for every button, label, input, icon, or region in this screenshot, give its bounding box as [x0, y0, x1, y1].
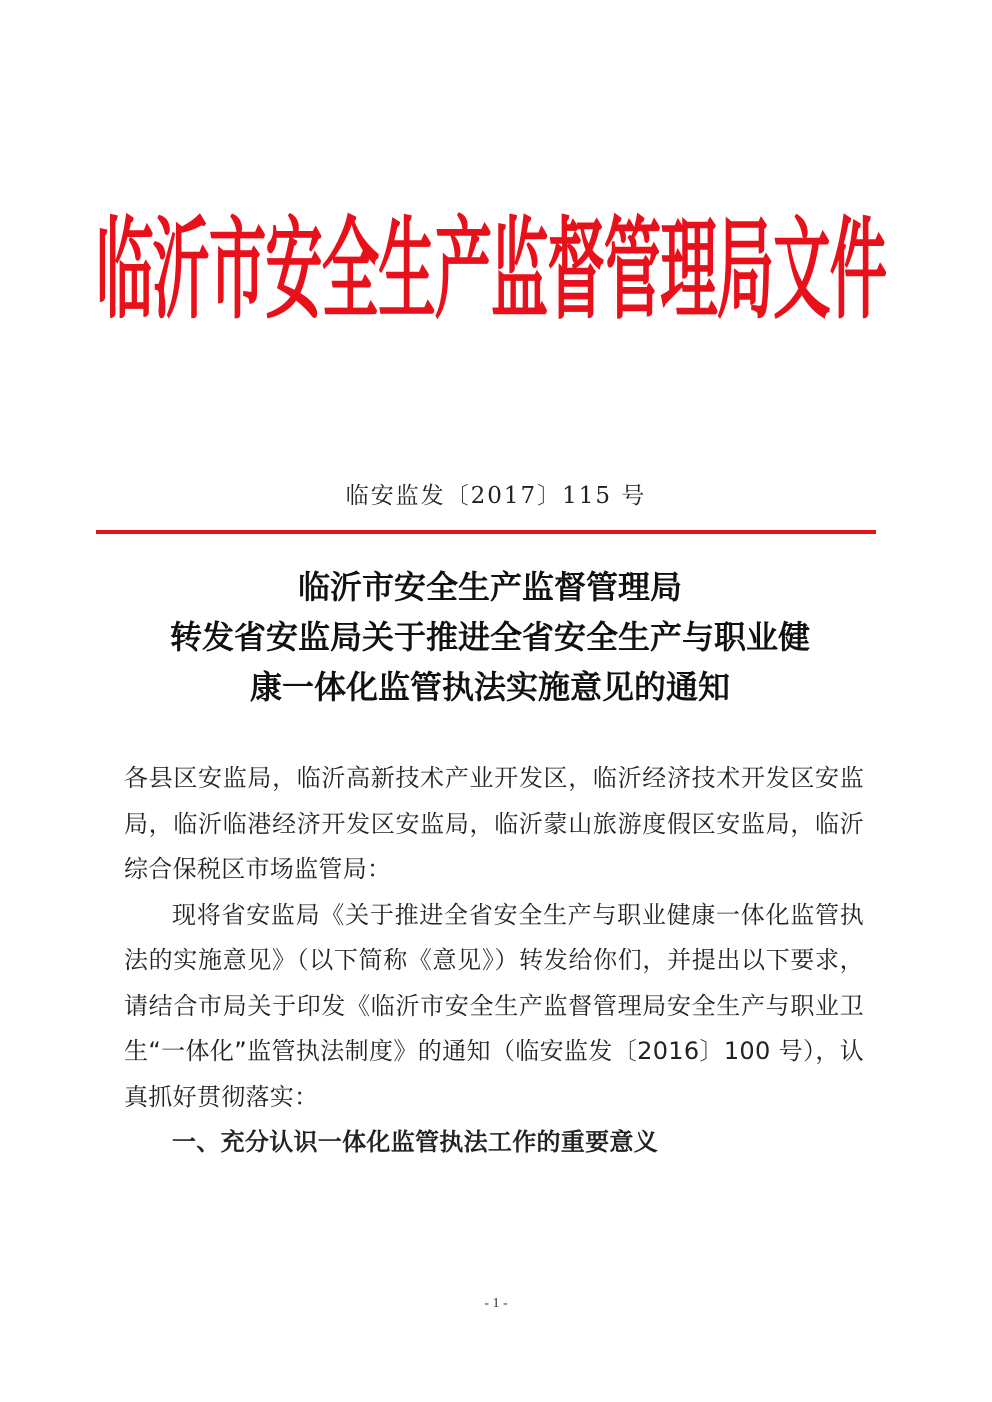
red-divider-line [96, 530, 876, 534]
title-line: 转发省安监局关于推进全省安全生产与职业健 [169, 618, 810, 656]
title-line: 临沂市安全生产监督管理局 [297, 568, 682, 606]
document-number: 临安监发〔2017〕115 号 [345, 483, 647, 509]
body-paragraph: 现将省安监局《关于推进全省安全生产与职业健康一体化监管执法的实施意见》（以下简称《意见》）转发给你们，并提出以下要求，请结合市局关于印发《临沂市安全生产监督管理局安全生产与职业卫生“一体化”监管执法制度》的通知（临安监发〔2016〕100 号），认真抓好贯彻落实： [124, 900, 864, 1111]
page-number: - 1 - [484, 1296, 508, 1311]
addressee-paragraph: 各县区安监局，临沂高新技术产业开发区，临沂经济技术开发区安监局，临沂临港经济开发区安监局，临沂蒙山旅游度假区安监局，临沂综合保税区市场监管局： [124, 764, 864, 883]
title-line: 康一体化监管执法实施意见的通知 [249, 668, 730, 706]
section-heading: 一、充分认识一体化监管执法工作的重要意义 [172, 1128, 658, 1156]
masthead-title: 临沂市安全生产监督管理局文件 [96, 205, 886, 335]
document-title [80, 562, 900, 712]
masthead [96, 205, 886, 335]
document-body [124, 756, 864, 1166]
